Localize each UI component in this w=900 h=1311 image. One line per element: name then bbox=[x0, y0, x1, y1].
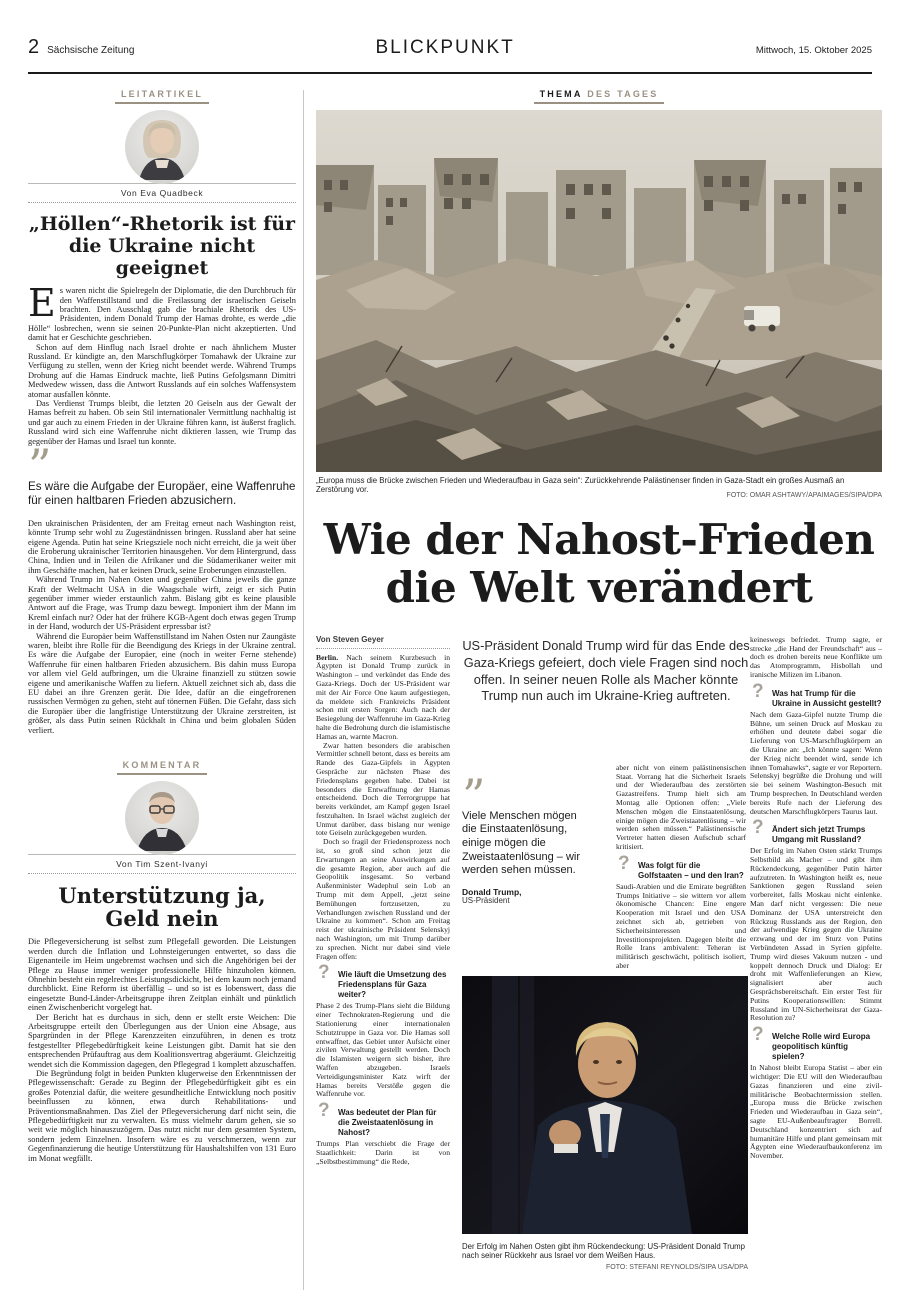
question-icon: ? bbox=[752, 680, 764, 702]
paragraph: Trumps Plan verschiebt die Frage der Staatlichkeit: Darin ist von „Selbstbestimmung“ die Rede, bbox=[316, 1139, 450, 1166]
question-icon: ? bbox=[618, 852, 630, 874]
paragraph: Während Trump im Nahen Osten und gegenüber China jeweils die ganze Kraft der Weltmacht USA in die Waagschale wirft, zeigt er sich Putin gegenüber immer wieder erstaunlich zahm. Bislang gibt es keine plausible Antwort auf die Frage, was Trump dazu bewegt. Imponiert ihm der Mann im Kreml einfach nur? Oder hat der frühere KGB-Agent doch etwas gegen Trump in der Hand, wodurch der US-Präsident erpressbar ist? bbox=[28, 575, 296, 632]
kommentar-rubric: KOMMENTAR bbox=[117, 760, 208, 775]
paragraph: Die Begründung folgt in beiden Punkten klugerweise den Erkenntnissen der Pflegewissenschaft: Gerade zu Beginn der Pflegebedürftigkeit gibt es ein großes Potenzial dafür, die weitere gesundheitliche Entwicklung noch positiv beeinflussen zu können, etwa durch Rehabilitations- und Präventionsmaßnahmen. Das Ziel der Pflegeversicherung darf nicht sein, die Pflegebedürftigkeit nur zu verwalten. Es muss vielmehr darum gehen, sie so weit wie möglich hinauszuzögern. Das nutzt nicht nur dem gesamten System, sondern jedem Einzelnen. Insofern wäre es zu verschmerzen, wenn zur Gegenfinanzierung die heutige Unterstützung für Haushaltshilfen von 131 Euro im Monat wegfällt. bbox=[28, 1068, 296, 1163]
qa-heading: ? Welche Rolle wird Europa geopolitisch künftig spielen? bbox=[752, 1024, 871, 1062]
paragraph: Die Pflegeversicherung ist selbst zum Pflegefall geworden. Die Leistungen werden durch die Inflation und Lohnsteigerungen entwertet, so dass die Eigenanteile im Heim ungebremst wachsen und sich die Angehörigen bei der Pflege zu Hause immer weniger professionelle Hilfe hinzuholen können. Ohnehin besteht ein regelrechtes Leistungsdickicht, bei dem kaum noch jemand durchblickt. Eine Reform ist überfällig – und so ist es lobenswert, dass die eingesetzte Bund-Länder-Arbeitsgruppe ihren Zeitplan einhält und pünktlich einen Zwischenbericht vorgelegt hat. bbox=[28, 937, 296, 1013]
pull-quote-role: US-Präsident bbox=[462, 895, 510, 905]
page-header bbox=[28, 36, 872, 74]
kommentar-rubric-row bbox=[28, 755, 296, 775]
gaza-caption: „Europa muss die Brücke zwischen Frieden und Wiederaufbau in Gaza sein“: Zurückkehrende Palästinenser finden in Gaza-Stadt ein großes Ausmaß an Zerstörung vor. bbox=[316, 476, 845, 495]
dotted-rule bbox=[28, 202, 296, 203]
thema-des-tages-section bbox=[316, 84, 882, 1308]
page-number: 2 bbox=[28, 36, 40, 58]
paragraph: Saudi-Arabien und die Emirate begrüßten Trumps Initiative – sie wittern vor allem ökonomische Chancen: Eine engere Kooperation mit Israel und den USA zeichnet sich ab, getrieben von Sicherheitsinteressen und Investitionsprojekten. Dagegen bleibt die Rolle Irans ambivalent: Teheran ist militärisch geschwächt, politisch isoliert, aber bbox=[616, 881, 746, 970]
leitartikel-byline: Von Eva Quadbeck bbox=[120, 188, 204, 198]
question-icon: ? bbox=[752, 1024, 764, 1046]
qa-heading: ? Was hat Trump für die Ukraine in Aussicht gestellt? bbox=[752, 680, 882, 708]
paragraph: Das Verdienst Trumps bleibt, die letzten 20 Geiseln aus der Gewalt der Hamas befreit zu haben. Ob sein Stil internationaler Vermittlung nachhaltig ist und gar auch zu einem Frieden in der Ukraine führen kann, ist äußerst fraglich. Russland wird sich eine Waffenruhe nicht diktieren lassen, wie Trump das gegenüber der Hamas und Israel tun konnte. bbox=[28, 398, 296, 446]
kommentar-headline: Unterstützung ja, Geld nein bbox=[58, 883, 266, 932]
leitartikel-rubric: LEITARTIKEL bbox=[115, 89, 209, 104]
masthead bbox=[28, 36, 134, 59]
section-title: BLICKPUNKT bbox=[375, 37, 515, 58]
leitartikel-rubric-row bbox=[28, 84, 296, 104]
paragraph: Während die Europäer beim Waffenstillstand im Nahen Osten nur Zaungäste waren, bleibt ihre Rolle für die Beendigung des Kriegs in der Ukraine zentral. Es wäre die Aufgabe der Europäer, eine (noch in weiter Ferne stehende) Waffenruhe für einen haltbaren Frieden abzusichern. Bis dahin muss Europa vor allem viel Geld aufbringen, um die Ukraine finanziell zu stützen sowie eigene und amerikanische Waffen zu liefern. Aktuell zeichnet sich ab, dass die EU dabei an ihre Grenzen gerät. Die Idee, dafür an die eingefrorenen russischen Vermögen zu gehen, steht auf tönernen Füßen. Die Gefahr, dass sich die Europäer über die langfristige Unterstützung der Ukraine zerstreiten, ist größer, als dass Putin seinen Rückhalt in China und beim globalen Süden verliert. bbox=[28, 631, 296, 735]
opinion-column bbox=[28, 84, 296, 1163]
thema-rubric: THEMA DES TAGES bbox=[534, 89, 665, 104]
dotted-rule bbox=[28, 873, 296, 874]
pull-quote-author: Donald Trump, bbox=[462, 886, 522, 897]
thema-rubric-row bbox=[316, 84, 882, 104]
paragraph: In Nahost bleibt Europa Statist – aber ein wichtiger: Die EU will den Wiederaufbau Gazas finanzieren und eine zivil-militärische Beobachtermission stellen. „Europa muss die Brücke zwischen Frieden und Wiederaufbau in Gaza sein“, sagte EU-Außenbeauftragter Borrell. Deutschland konzentriert sich auf humanitäre Hilfe und plant gemeinsam mit Ägypten eine Wiederaufbaukonferenz im November. bbox=[750, 1063, 882, 1161]
trump-photo bbox=[462, 976, 748, 1234]
dateline: Berlin. bbox=[316, 652, 339, 662]
author-photo-eva-quadbeck bbox=[125, 110, 199, 184]
qa-heading: ? Wie läuft die Umsetzung des Friedensplans für Gaza weiter? bbox=[318, 962, 447, 1000]
paragraph: Der Erfolg im Nahen Osten stärkt Trumps Selbstbild als Macher – und gibt ihm Rückendeckung, gegenüber Putin härter aufzutreten. In Washington heißt es, neue Sanktionen gegen Russland seien vorbereitet, falls Moskau nicht einlenke. Man darf nicht vergessen: Die neue Dominanz der USA unterstreicht den Rückzug Russlands aus der Region, den der aufwendige Krieg gegen die Ukraine erzwang und der im Sturz von Putins Verbündeten Assad in Syrien gipfelte. Trump wird dieses Vakuum nutzen - und koppelt dennoch Druck und Dialog: Er droht mit Waffenlieferungen an Kiew, signalisiert aber auch Gesprächsbereitschaft. Ein erster Test für Putins Kooperationswillen: Stimmt Russland im UN-Sicherheitsrat der Gaza-Resolution zu? bbox=[750, 846, 882, 1023]
paragraph: aber nicht von einem palästinensischen Staat. Vorrang hat die Sicherheit Israels und der Wiederaufbau des zerstörten Gazastreifens. Trump hielt sich am Montag alle Optionen offen: „Viele Menschen mögen die Einstaatenlösung, einige mögen die Zweistaatenlösung – wir werden sehen müssen.“ Palästinensische Vertreter hatten diesen Aufschub scharf kritisiert. bbox=[616, 763, 746, 851]
qa-heading: ? Ändert sich jetzt Trumps Umgang mit Russland? bbox=[752, 817, 866, 845]
quote-icon: ” bbox=[28, 439, 52, 493]
column-divider bbox=[303, 90, 304, 1290]
pull-quote-block bbox=[28, 439, 296, 509]
paragraph: Zwar hatten besonders die arabischen Vermittler schnell betont, dass es bereits am Rande des Gaza-Gipfels in Ägypten Gespräche zur nächsten Phase des Friedensplans gegeben habe. Dabei ist besonders die Entwaffnung der Hamas entscheidend. Doch die Terrorgruppe hat bereits verkündet, am Kampf gegen Israel festzuhalten. In Israel wächst zugleich der Unmut darüber, dass bislang nur wenige tote Geiseln zurückgegeben wurden. bbox=[316, 740, 450, 838]
paragraph: Schon auf dem Hinflug nach Israel drohte er nach ähnlichem Muster Russland. Er kündigte an, den Marschflugkörper Tomahawk der Ukraine zur Verfügung zu stellen, wenn der Krieg nicht beendet werde. Während Trumps Drohung auf die Hamas Eindruck machte, ließ Putins Gefolgsmann Dimitri Medwedew wissen, dass die Antwort Russlands auf ein solches Waffensystem atomar ausfallen könnte. bbox=[28, 342, 296, 399]
main-headline: Wie der Nahost-Frieden die Welt verändert bbox=[323, 515, 875, 612]
qa-heading: ? Was folgt für die Golfstaaten – und den Iran? bbox=[618, 852, 744, 880]
question-icon: ? bbox=[318, 962, 330, 984]
trump-caption-row bbox=[462, 1238, 748, 1272]
qa-heading: ? Was bedeutet der Plan für die Zweistaatenlösung in Nahost? bbox=[318, 1100, 437, 1138]
paragraph: Es waren nicht die Spielregeln der Diplomatie, die den Durchbruch für den Waffenstillstand und die Freilassung der israelischen Geiseln brachten. Den Ausschlag gab die brachiale Rhetorik des US-Präsidenten, indem Donald Trump der Hamas drohte, es werde „die Hölle“ losbrechen, wenn sie seinen 20-Punkte-Plan nicht akzeptierten. Und damit hat er Geschichte geschrieben. bbox=[28, 281, 296, 343]
drop-cap: E bbox=[28, 281, 56, 326]
issue-date: Mittwoch, 15. Oktober 2025 bbox=[755, 45, 872, 56]
gaza-photo-credit: FOTO: OMAR ASHTAWY/APAIMAGES/SIPA/DPA bbox=[721, 492, 882, 499]
quote-icon: ” bbox=[462, 768, 486, 823]
main-byline: Von Steven Geyer bbox=[316, 634, 384, 644]
article-columns bbox=[316, 636, 882, 1308]
paragraph: Nach dem Gaza-Gipfel nutzte Trump die Bühne, um seinen Druck auf Moskau zu erhöhen und deutete dabei sogar die Lieferung von US-Marschflugkörpern an die Ukraine an: „Ich könnte sagen: Wenn der Krieg nicht beendet wird, sende ich ihnen Tomahawks“, sagte er vor Reportern. Selenskyj begrüßte die Drohung und will sie bei seinem Washington-Besuch mit Trump besprechen. In Deutschland werden bereits Rufe nach der Lieferung des deutschen Marschflugkörpers Taurus laut. bbox=[750, 709, 882, 816]
question-icon: ? bbox=[752, 817, 764, 839]
question-icon: ? bbox=[318, 1100, 330, 1122]
article-column-3 bbox=[616, 764, 746, 974]
newspaper-name: Sächsische Zeitung bbox=[47, 45, 135, 56]
kommentar-section bbox=[28, 755, 296, 1163]
article-column-2 bbox=[462, 768, 590, 906]
article-column-1 bbox=[316, 636, 450, 1167]
paragraph: Den ukrainischen Präsidenten, der am Freitag erneut nach Washington reist, könnte Trump sehr wohl zu Zugeständnissen bringen. Russland aber hat seine eigene Agenda. Putin hat seine Kriegsziele noch nicht erreicht, die ja weit über die Eroberung ukrainischer Territorien hinausgehen. Vor dem Hintergrund, dass China, Indien und in Teilen die Afrikaner und die Südamerikaner weiter mit ihm Geschäfte machen, hat er keinen Druck, seine Eroberungen einzustellen. bbox=[28, 518, 296, 575]
paragraph: Berlin. Nach seinem Kurzbesuch in Ägypten ist Donald Trump zurück in Washington – und verkündet das Ende des Gaza-Kriegs. Doch der US-Präsident war mit der Air Force One kaum aufgestiegen, da meldete sich Frankreichs Präsident schon mit ersten Sorgen: Auch nach der Besiegelung der Waffenruhe im Gaza-Krieg halte die Bedrohung durch die islamistische Hamas an, warnte Macron. bbox=[316, 652, 450, 741]
trump-photo-credit: FOTO: STEFANI REYNOLDS/SIPA USA/DPA bbox=[600, 1264, 748, 1271]
paragraph: Phase 2 des Trump-Plans sieht die Bildung einer Technokraten-Regierung und die Stationierung einer internationalen Schutztruppe in Gaza vor. Die Hamas soll entwaffnet, das Gebiet unter Aufsicht einer zivilen Verwaltung gestellt werden. Doch die Islamisten weigern sich bisher, ihre Waffen abzugeben. Israels Verteidigungsminister Katz wirft der Hamas bereits Verstöße gegen die Waffenruhe vor. bbox=[316, 1001, 450, 1099]
article-lead: US-Präsident Donald Trump wird für das Ende des Gaza-Kriegs gefeiert, doch viele Fragen sind noch offen. In seiner neuen Rolle als Macher könnte Trump nun auch im Ukraine-Krieg auftreten. bbox=[462, 637, 750, 704]
trump-pull-quote: Viele Menschen mögen die Einstaatenlösung, einige mögen die Zweistaatenlösung – wir werden sehen müssen. bbox=[462, 809, 581, 877]
article-column-4 bbox=[750, 636, 882, 1161]
paragraph: Doch so fragil der Friedensprozess noch ist, so groß sind schon jetzt die Erwartungen an seine Auswirkungen auf die gesamte Region, aber auch auf die Geopolitik insgesamt. So verband Außenminister Wadephul sein Lob an Trump mit dem Appell, „jetzt seine Bemühungen fortzusetzen, zu Verhandlungen zwischen Russland und der Ukraine zu kommen“. Schon am Freitag reist der ukrainische Präsident Selenskyj nach Washington, um mit Trump darüber zu sprechen. Nicht nur dabei sind viele Fragen offen: bbox=[316, 837, 450, 961]
leitartikel-body bbox=[28, 281, 296, 446]
paragraph: keineswegs befriedet. Trump sagte, er strecke „die Hand der Freundschaft“ aus – doch es drohen bereits neue Konflikte um das Atomprogramm, Hisbollah und iranische Milizen im Libanon. bbox=[750, 634, 882, 679]
gaza-destruction-photo bbox=[316, 110, 882, 472]
leitartikel-body-2 bbox=[28, 519, 296, 735]
kommentar-byline: Von Tim Szent-Ivanyi bbox=[116, 859, 208, 870]
author-photo-tim-szent-ivanyi bbox=[125, 781, 199, 855]
leitartikel-headline: „Höllen“-Rhetorik ist für die Ukraine nicht geeignet bbox=[28, 213, 296, 280]
paragraph: Der Bericht hat es durchaus in sich, denn er stellt erste Weichen: Die Arbeitsgruppe erteilt den Überlegungen aus der Union eine Absage, aus Spargründen in der Pflege Karenzzeiten einzuführen, in denen es trotz festgestellter Pflegebedürftigkeit keine Leistungen gibt. Damit hat sie den entsprechenden Prüfauftrag aus dem Koalitionsvertrag abgeräumt. Gleichzeitig wendet sich die Kommission dagegen, den Pflegegrad 1 komplett abzuschaffen. bbox=[28, 1012, 297, 1069]
trump-caption: Der Erfolg im Nahen Osten gibt ihm Rückendeckung: US-Präsident Donald Trump nach seiner Rückkehr aus Israel vor dem Weißen Haus. bbox=[462, 1241, 745, 1261]
gaza-caption-row bbox=[316, 476, 882, 500]
kommentar-body bbox=[28, 937, 296, 1163]
pull-quote-text: Es wäre die Aufgabe der Europäer, eine Waffenruhe für einen haltbaren Frieden abzusichern. bbox=[28, 480, 296, 508]
